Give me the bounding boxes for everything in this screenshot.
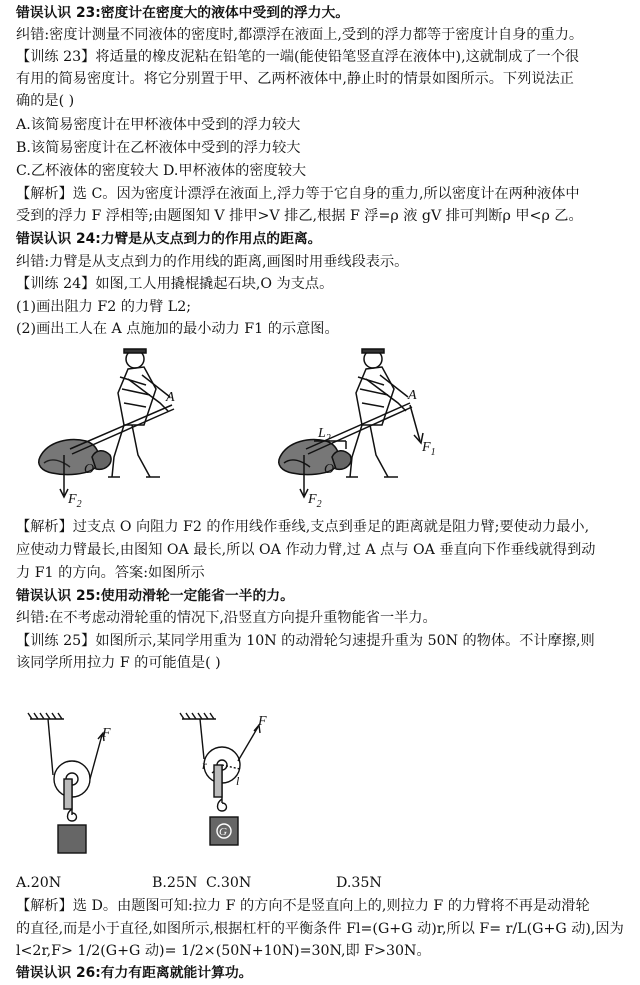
text-line: (2)画出工人在 A 点施加的最小动力 F1 的示意图。: [16, 321, 339, 337]
label-f2-right: $F_2$: [308, 492, 322, 510]
label-r: r: [202, 758, 207, 772]
text-line: 【解析】选 C。因为密度计漂浮在液面上,浮力等于它自身的重力,所以密度计在两种液体中: [16, 186, 580, 202]
option-b: B.该简易密度计在乙杯液体中受到的浮力较大: [16, 140, 301, 156]
label-f1: $F_1$: [422, 440, 436, 458]
option-d-35n: D.35N: [336, 875, 382, 891]
text-line: 【训练 25】如图所示,某同学用重为 10N 的动滑轮匀速提升重为 50N 的物体。不计摩擦,则: [16, 633, 595, 649]
text-line: 纠错:力臂是从支点到力的作用线的距离,画图时用垂线段表示。: [16, 254, 409, 270]
option-b-25n: B.25N: [152, 875, 198, 891]
crowbar-panel-left: [39, 349, 174, 497]
text-line: 该同学所用拉力 F 的可能值是( ): [16, 655, 221, 671]
label-f2: $F_2$: [68, 492, 82, 510]
text-line: 的直径,而是小于直径,如图所示,根据杠杆的平衡条件 Fl=(G+G 动)r,所以 F= r/L(G+G 动),因为: [16, 921, 624, 937]
label-o: O: [84, 462, 95, 477]
text-line: 【解析】选 D。由题图可知:拉力 F 的方向不是竖直向上的,则拉力 F 的力臂将不再是动滑轮: [16, 898, 590, 914]
label-l2: $L_2$: [318, 426, 331, 444]
label-l: l: [236, 774, 240, 788]
error-heading-23: 错误认识 23:密度计在密度大的液体中受到的浮力大。: [16, 5, 350, 21]
pulley-figure: [0, 695, 640, 875]
label-o-right: O: [324, 462, 335, 477]
option-a: A.该简易密度计在甲杯液体中受到的浮力较大: [16, 117, 301, 133]
text-line: 有用的简易密度计。将它分别置于甲、乙两杯液体中,静止时的情景如图所示。下列说法正: [16, 71, 574, 87]
error-heading-25: 错误认识 25:使用动滑轮一定能省一半的力。: [16, 588, 294, 604]
label-a: A: [166, 390, 175, 405]
label-f-right: F: [258, 714, 267, 729]
text-line: 【训练 23】将适量的橡皮泥粘在铅笔的一端(能使铅笔竖直浮在液体中),这就制成了一个很: [16, 49, 580, 65]
crowbar-panel-right: [279, 349, 423, 497]
pulley-left: [28, 713, 104, 853]
text-line: 受到的浮力 F 浮相等;由题图知 V 排甲>V 排乙,根据 F 浮=ρ 液 gV 排可判断ρ 甲<ρ 乙。: [16, 208, 583, 224]
option-cd: C.乙杯液体的密度较大 D.甲杯液体的密度较大: [16, 163, 307, 179]
label-g: G: [219, 826, 227, 838]
text-line: 【训练 24】如图,工人用撬棍撬起石块,O 为支点。: [16, 276, 334, 292]
label-f-left: F: [102, 726, 111, 741]
text-line: l<2r,F> 1/2(G+G 动)= 1/2×(50N+10N)=30N,即 F>30N。: [16, 943, 431, 959]
text-line: 确的是( ): [16, 93, 75, 109]
option-a-20n: A.20N: [16, 875, 62, 891]
text-line: 纠错:在不考虑动滑轮重的情况下,沿竖直方向提升重物能省一半力。: [16, 610, 437, 626]
text-line: 【解析】过支点 O 向阻力 F2 的作用线作垂线,支点到垂足的距离就是阻力臂;要使动力最小,: [16, 519, 590, 535]
text-line: (1)画出阻力 F2 的力臂 L2;: [16, 299, 192, 315]
text-line: 纠错:密度计测量不同液体的密度时,都漂浮在液面上,受到的浮力都等于密度计自身的重力。: [16, 27, 584, 43]
text-line: 应使动力臂最长,由图知 OA 最长,所以 OA 作动力臂,过 A 点与 OA 垂直向下作垂线就得到动: [16, 542, 596, 558]
crowbar-figure: [0, 345, 640, 525]
label-a-right: A: [408, 388, 417, 403]
option-c-30n: C.30N: [206, 875, 252, 891]
error-heading-26: 错误认识 26:有力有距离就能计算功。: [16, 965, 253, 981]
text-line: 力 F1 的方向。答案:如图所示: [16, 565, 205, 581]
error-heading-24: 错误认识 24:力臂是从支点到力的作用点的距离。: [16, 231, 322, 247]
